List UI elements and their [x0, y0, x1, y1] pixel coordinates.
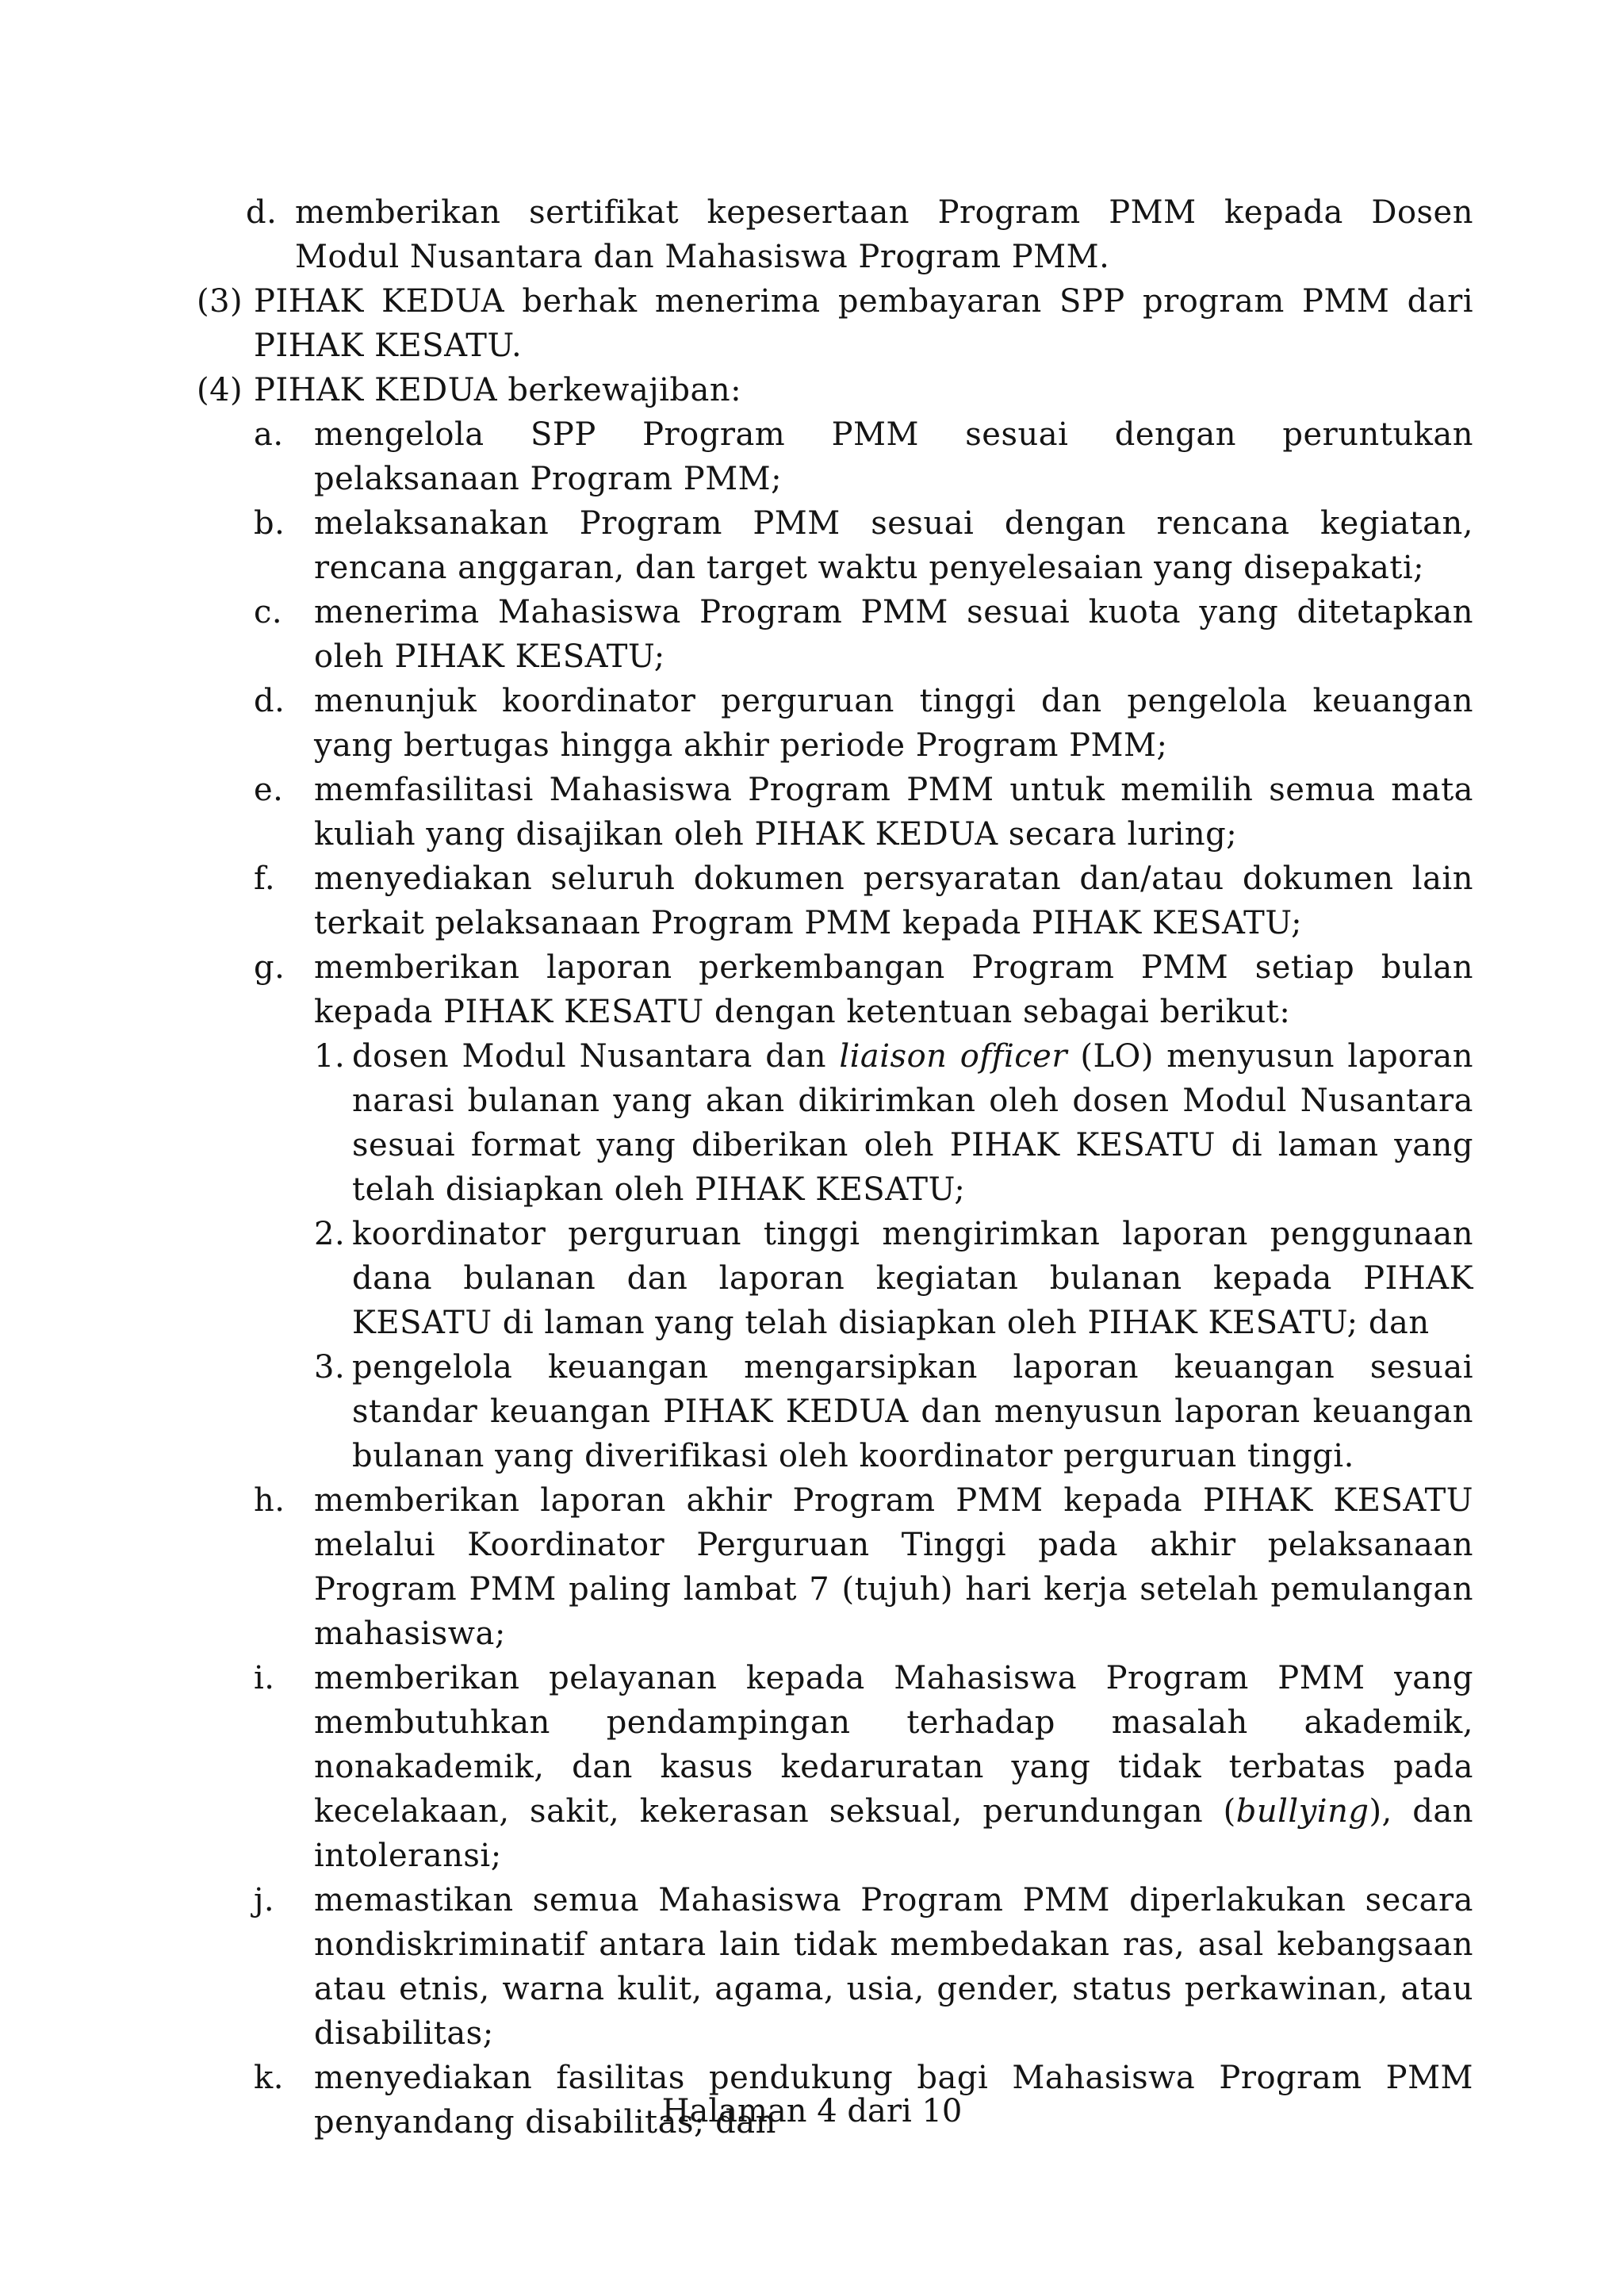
list-marker: a.	[254, 416, 284, 453]
list-text-after: ), dan intoleransi;	[314, 1793, 1474, 1874]
list-text: memberikan laporan perkembangan Program PMM setiap bulan kepada PIHAK KESATU dengan ketentuan sebagai berikut:	[314, 949, 1473, 1030]
list-item-c	[197, 590, 1473, 679]
list-marker: f.	[254, 861, 276, 897]
page-footer: Halaman 4 dari 10	[661, 2093, 963, 2129]
list-text: pengelola keuangan mengarsipkan laporan keuangan sesuai standar keuangan PIHAK KEDUA dan menyusun laporan keuangan bulanan yang diverifikasi oleh koordinator perguruan tinggi.	[352, 1349, 1473, 1474]
section-marker: (3)	[197, 283, 243, 320]
list-marker: h.	[254, 1482, 285, 1519]
numbered-item-3	[197, 1345, 1473, 1478]
section-text: PIHAK KEDUA berkewajiban:	[254, 372, 742, 408]
list-text: menyediakan fasilitas pendukung bagi Mahasiswa Program PMM penyandang disabilitas; dan	[314, 2060, 1473, 2141]
list-item-j	[197, 1878, 1473, 2056]
list-text-italic: liaison officer	[839, 1038, 1067, 1075]
list-text: memberikan sertifikat kepesertaan Program PMM kepada Dosen Modul Nusantara dan Mahasiswa Program PMM.	[295, 194, 1473, 275]
list-item-a	[197, 412, 1473, 501]
number-marker: 1.	[314, 1038, 346, 1075]
list-text: koordinator perguruan tinggi mengirimkan laporan penggunaan dana bulanan dan laporan kegiatan bulanan kepada PIHAK KESATU di laman yang telah disiapkan oleh PIHAK KESATU; dan	[352, 1216, 1473, 1341]
list-text: melaksanakan Program PMM sesuai dengan rencana kegiatan, rencana anggaran, dan target waktu penyelesaian yang disepakati;	[314, 505, 1473, 586]
list-text: menerima Mahasiswa Program PMM sesuai kuota yang ditetapkan oleh PIHAK KESATU;	[314, 594, 1473, 675]
list-text: memfasilitasi Mahasiswa Program PMM untuk memilih semua mata kuliah yang disajikan oleh PIHAK KEDUA secara luring;	[314, 772, 1473, 853]
list-text: memastikan semua Mahasiswa Program PMM diperlakukan secara nondiskriminatif antara lain tidak membedakan ras, asal kebangsaan atau etnis, warna kulit, agama, usia, gender, status perkawinan, atau disabilitas;	[314, 1882, 1473, 2052]
list-text: memberikan laporan akhir Program PMM kepada PIHAK KESATU melalui Koordinator Perguruan Tinggi pada akhir pelaksanaan Program PMM paling lambat 7 (tujuh) hari kerja setelah pemulangan mahasiswa;	[314, 1482, 1473, 1652]
list-marker: g.	[254, 949, 285, 986]
list-text-before: dosen Modul Nusantara dan	[352, 1038, 840, 1075]
list-text-before: memberikan pelayanan kepada Mahasiswa Program PMM yang membutuhkan pendampingan terhadap masalah akademik, nonakademik, dan kasus kedaruratan yang tidak terbatas pada kecelakaan, sakit, kekerasan seksual, perundungan (	[314, 1660, 1473, 1830]
list-marker: b.	[254, 505, 285, 542]
numbered-item-1	[197, 1034, 1473, 1212]
list-marker: j.	[254, 1882, 275, 1918]
list-item-h	[197, 1478, 1473, 1656]
list-marker: i.	[254, 1660, 275, 1696]
number-marker: 3.	[314, 1349, 346, 1386]
list-text: menyediakan seluruh dokumen persyaratan dan/atau dokumen lain terkait pelaksanaan Program PMM kepada PIHAK KESATU;	[314, 861, 1473, 941]
document-body	[197, 190, 1473, 2145]
list-text-after: (LO) menyusun laporan narasi bulanan yang akan dikirimkan oleh dosen Modul Nusantara sesuai format yang diberikan oleh PIHAK KESATU di laman yang telah disiapkan oleh PIHAK KESATU;	[352, 1038, 1473, 1208]
list-text: menunjuk koordinator perguruan tinggi dan pengelola keuangan yang bertugas hingga akhir periode Program PMM;	[314, 683, 1473, 764]
section-marker: (4)	[197, 372, 243, 408]
list-item-i	[197, 1656, 1473, 1878]
number-marker: 2.	[314, 1216, 346, 1252]
list-item-e	[197, 768, 1473, 857]
section-text: PIHAK KEDUA berhak menerima pembayaran SPP program PMM dari PIHAK KESATU.	[254, 283, 1473, 364]
list-text-italic: bullying	[1235, 1793, 1369, 1830]
list-text: mengelola SPP Program PMM sesuai dengan peruntukan pelaksanaan Program PMM;	[314, 416, 1473, 497]
list-marker: d.	[254, 683, 285, 719]
list-item-g	[197, 945, 1473, 1034]
section-item-4	[197, 368, 1473, 412]
list-marker: k.	[254, 2060, 284, 2096]
section-item-3	[197, 279, 1473, 368]
list-item-b	[197, 501, 1473, 590]
list-item-f	[197, 857, 1473, 945]
list-marker: c.	[254, 594, 283, 631]
list-marker: e.	[254, 772, 284, 808]
list-item-d-certificate	[197, 190, 1473, 279]
list-marker: d.	[246, 194, 278, 231]
numbered-item-2	[197, 1212, 1473, 1345]
list-item-d	[197, 679, 1473, 768]
